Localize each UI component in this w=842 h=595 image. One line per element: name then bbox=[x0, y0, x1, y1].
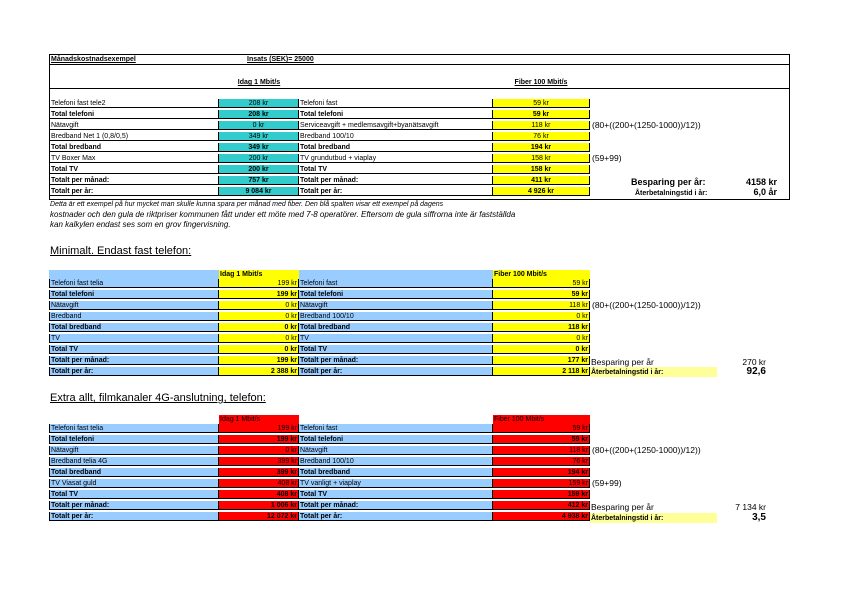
section-2-col-right: Fiber 100 Mbit/s bbox=[493, 270, 590, 279]
section-1-savings-label: Besparing per år: bbox=[631, 177, 706, 187]
cell-left-value: 208 kr bbox=[219, 99, 299, 108]
cell-left-label: Totalt per månad: bbox=[49, 176, 219, 185]
cell-left-value: 200 kr bbox=[219, 165, 299, 174]
cell-right-value: 59 kr bbox=[493, 110, 590, 119]
cell-left-label: Totalt per månad: bbox=[49, 356, 219, 365]
cell-right-value: 4 938 kr bbox=[493, 512, 590, 521]
section-3-savings-label: Besparing per år bbox=[591, 502, 654, 512]
cell-right-label: Telefoni fast bbox=[299, 99, 493, 108]
table-row bbox=[49, 512, 590, 521]
table-row bbox=[49, 356, 590, 365]
table-row bbox=[49, 110, 590, 119]
cell-right-label: Nätavgift bbox=[299, 301, 493, 310]
cell-right-label: Total TV bbox=[299, 345, 493, 354]
cell-left-label: TV Viasat guld bbox=[49, 479, 219, 488]
cell-right-value: 76 kr bbox=[493, 457, 590, 466]
cell-left-label: Total telefoni bbox=[49, 290, 219, 299]
table-row bbox=[49, 132, 590, 141]
section-3-savings-value: 7 134 kr bbox=[735, 502, 766, 512]
insats-text: Insats (SEK)= 25000 bbox=[247, 56, 314, 63]
cell-right-value: 118 kr bbox=[493, 301, 590, 310]
formula-note: (59+99) bbox=[592, 153, 622, 163]
table-row bbox=[49, 479, 590, 488]
cell-left-label: Total bredband bbox=[49, 468, 219, 477]
section-1-note-1: Detta är ett exempel på hur mycket man skulle kunna spara per månad med fiber. Den blå spalten visar ett exempel på dagens bbox=[50, 201, 444, 208]
formula-note: (80+((200+(1250-1000))/12)) bbox=[592, 300, 701, 310]
cell-right-label: Serviceavgift + medlemsavgift+byanätsavgift bbox=[299, 121, 493, 130]
cell-left-label: Totalt per år: bbox=[49, 367, 219, 376]
cell-right-value: 158 kr bbox=[493, 165, 590, 174]
cell-right-label: Totalt per år: bbox=[299, 187, 493, 196]
cell-left-value: 208 kr bbox=[219, 110, 299, 119]
cell-right-value: 412 kr bbox=[493, 501, 590, 510]
section-1-col-left: Idag 1 Mbit/s bbox=[237, 79, 281, 86]
cell-right-value: 76 kr bbox=[493, 132, 590, 141]
section-1-col-right: Fiber 100 Mbit/s bbox=[514, 79, 568, 86]
cell-left-value: 0 kr bbox=[219, 301, 299, 310]
table-row bbox=[49, 121, 590, 130]
table-row bbox=[49, 165, 590, 174]
cell-right-value: 59 kr bbox=[493, 435, 590, 444]
table-row bbox=[49, 367, 590, 376]
cell-left-label: Bredband Net 1 (0,8/0,5) bbox=[49, 132, 219, 141]
cell-right-label: Totalt per månad: bbox=[299, 356, 493, 365]
cell-left-value: 199 kr bbox=[219, 435, 299, 444]
cell-left-value: 408 kr bbox=[219, 479, 299, 488]
cell-left-value: 199 kr bbox=[219, 279, 299, 288]
cell-right-value: 411 kr bbox=[493, 176, 590, 185]
cell-right-value: 158 kr bbox=[493, 154, 590, 163]
cell-left-value: 349 kr bbox=[219, 132, 299, 141]
section-3-col-left: Idag 1 Mbit/s bbox=[219, 415, 299, 424]
cell-right-label: Total bredband bbox=[299, 323, 493, 332]
table-row bbox=[49, 279, 590, 288]
cell-right-value: 118 kr bbox=[493, 121, 590, 130]
table-row bbox=[49, 424, 590, 433]
cell-left-label: Total telefoni bbox=[49, 110, 219, 119]
cell-left-value: 349 kr bbox=[219, 143, 299, 152]
section-2-payback-value: 92,6 bbox=[746, 366, 766, 377]
cell-left-label: TV bbox=[49, 334, 219, 343]
cell-left-label: Total TV bbox=[49, 490, 219, 499]
cell-left-value: 408 kr bbox=[219, 490, 299, 499]
cell-left-value: 0 kr bbox=[219, 446, 299, 455]
cell-right-value: 177 kr bbox=[493, 356, 590, 365]
cell-left-value: 399 kr bbox=[219, 457, 299, 466]
cell-left-label: Telefoni fast tele2 bbox=[49, 99, 219, 108]
cell-left-value: 199 kr bbox=[219, 424, 299, 433]
table-row bbox=[49, 490, 590, 499]
cell-left-value: 199 kr bbox=[219, 290, 299, 299]
section-2-savings-value: 270 kr bbox=[742, 357, 766, 367]
cell-right-label: Total telefoni bbox=[299, 290, 493, 299]
cell-right-label: Bredband 100/10 bbox=[299, 132, 493, 141]
section-1-payback-label: Återbetalningstid i år: bbox=[635, 190, 708, 197]
cell-right-label: Totalt per år: bbox=[299, 367, 493, 376]
section-3-col-right: Fiber 100 Mbit/s bbox=[493, 415, 590, 424]
cell-right-value: 4 926 kr bbox=[493, 187, 590, 196]
cell-left-value: 0 kr bbox=[219, 323, 299, 332]
cell-right-label: Totalt per månad: bbox=[299, 176, 493, 185]
cell-left-label: Bredband telia 4G bbox=[49, 457, 219, 466]
table-row bbox=[49, 334, 590, 343]
cell-left-label: Total telefoni bbox=[49, 435, 219, 444]
cell-left-value: 757 kr bbox=[219, 176, 299, 185]
section-1-savings-value: 4158 kr bbox=[745, 177, 777, 187]
cell-right-label: Total telefoni bbox=[299, 110, 493, 119]
cell-right-label: Nätavgift bbox=[299, 446, 493, 455]
formula-note: (59+99) bbox=[592, 478, 622, 488]
cell-left-value: 399 kr bbox=[219, 468, 299, 477]
cell-left-label: Nätavgift bbox=[49, 121, 219, 130]
cell-left-label: Totalt per månad: bbox=[49, 501, 219, 510]
cell-left-value: 0 kr bbox=[219, 334, 299, 343]
table-row bbox=[49, 457, 590, 466]
cell-left-label: Totalt per år: bbox=[49, 187, 219, 196]
insats-label bbox=[247, 55, 314, 64]
formula-note: (80+((200+(1250-1000))/12)) bbox=[592, 445, 701, 455]
section-1-payback-value: 6,0 år bbox=[753, 187, 777, 197]
section-2-title: Minimalt. Endast fast telefon: bbox=[50, 245, 192, 257]
cell-right-value: 118 kr bbox=[493, 323, 590, 332]
cell-right-label: Totalt per månad: bbox=[299, 501, 493, 510]
cell-right-value: 59 kr bbox=[493, 99, 590, 108]
section-3-payback-value: 3,5 bbox=[752, 512, 766, 523]
cell-right-label: Telefoni fast bbox=[299, 279, 493, 288]
cell-right-label: TV grundutbud + viaplay bbox=[299, 154, 493, 163]
section-3-title: Extra allt, filmkanaler 4G-anslutning, telefon: bbox=[50, 392, 266, 404]
cell-right-label: TV vanligt + viaplay bbox=[299, 479, 493, 488]
table-row bbox=[49, 176, 590, 185]
cell-right-value: 2 118 kr bbox=[493, 367, 590, 376]
cell-right-value: 59 kr bbox=[493, 290, 590, 299]
table-row bbox=[49, 468, 590, 477]
cell-right-value: 194 kr bbox=[493, 468, 590, 477]
table-row bbox=[49, 290, 590, 299]
section-3-header-row bbox=[49, 415, 590, 424]
section-2-savings-label: Besparing per år bbox=[591, 357, 654, 367]
cell-right-value: 0 kr bbox=[493, 345, 590, 354]
section-1-note-2: kostnader och den gula de riktpriser kommunen fått under ett möte med 7-8 operatörer. Eftersom de gula siffrorna inte är fastställda bbox=[50, 210, 516, 219]
table-row bbox=[49, 446, 590, 455]
cell-left-value: 2 388 kr bbox=[219, 367, 299, 376]
cell-right-label: Bredband 100/10 bbox=[299, 312, 493, 321]
table-row bbox=[49, 187, 590, 196]
table-row bbox=[49, 323, 590, 332]
cell-right-value: 59 kr bbox=[493, 279, 590, 288]
cell-left-value: 0 kr bbox=[219, 121, 299, 130]
cell-right-label: TV bbox=[299, 334, 493, 343]
cell-left-label: Total bredband bbox=[49, 323, 219, 332]
cell-right-label: Bredband 100/10 bbox=[299, 457, 493, 466]
cell-left-value: 199 kr bbox=[219, 356, 299, 365]
cell-left-label: Nätavgift bbox=[49, 446, 219, 455]
cell-right-value: 0 kr bbox=[493, 312, 590, 321]
cell-left-value: 9 084 kr bbox=[219, 187, 299, 196]
cell-right-value: 0 kr bbox=[493, 334, 590, 343]
cell-left-label: Nätavgift bbox=[49, 301, 219, 310]
cell-right-value: 159 kr bbox=[493, 479, 590, 488]
cell-right-label: Telefoni fast bbox=[299, 424, 493, 433]
cell-left-label: Totalt per år: bbox=[49, 512, 219, 521]
table-row bbox=[49, 99, 590, 108]
cell-right-label: Total bredband bbox=[299, 143, 493, 152]
table-row bbox=[49, 312, 590, 321]
cell-right-value: 118 kr bbox=[493, 446, 590, 455]
cell-left-value: 1 006 kr bbox=[219, 501, 299, 510]
cell-left-label: Total TV bbox=[49, 345, 219, 354]
cell-right-label: Total telefoni bbox=[299, 435, 493, 444]
cell-left-value: 0 kr bbox=[219, 345, 299, 354]
cell-left-value: 200 kr bbox=[219, 154, 299, 163]
cell-right-label: Total TV bbox=[299, 165, 493, 174]
cell-left-label: Telefoni fast telia bbox=[49, 279, 219, 288]
cell-left-value: 12 072 kr bbox=[219, 512, 299, 521]
table-row bbox=[49, 143, 590, 152]
table-row bbox=[49, 435, 590, 444]
cell-left-label: Total TV bbox=[49, 165, 219, 174]
section-1-note-3: kan kalkylen endast ses som en grov fingervisning. bbox=[50, 220, 231, 229]
cell-right-label: Total TV bbox=[299, 490, 493, 499]
section-2-header-row bbox=[49, 270, 590, 279]
cell-right-label: Totalt per år: bbox=[299, 512, 493, 521]
cell-right-value: 159 kr bbox=[493, 490, 590, 499]
table-row bbox=[49, 301, 590, 310]
cell-left-label: Total bredband bbox=[49, 143, 219, 152]
table-row bbox=[49, 501, 590, 510]
cell-right-value: 59 kr bbox=[493, 424, 590, 433]
table-row bbox=[49, 154, 590, 163]
cell-left-value: 0 kr bbox=[219, 312, 299, 321]
cell-left-label: TV Boxer Max bbox=[49, 154, 219, 163]
cell-left-label: Bredband bbox=[49, 312, 219, 321]
table-row bbox=[49, 345, 590, 354]
cell-right-label: Total bredband bbox=[299, 468, 493, 477]
section-2-payback-label: Återbetalningstid i år: bbox=[591, 369, 664, 376]
section-1-title: Månadskostnadsexempel bbox=[51, 56, 136, 63]
section-2-col-left: Idag 1 Mbit/s bbox=[219, 270, 299, 279]
formula-note: (80+((200+(1250-1000))/12)) bbox=[592, 120, 701, 130]
cell-left-label: Telefoni fast telia bbox=[49, 424, 219, 433]
section-3-payback-label: Återbetalningstid i år: bbox=[591, 515, 664, 522]
cell-right-value: 194 kr bbox=[493, 143, 590, 152]
